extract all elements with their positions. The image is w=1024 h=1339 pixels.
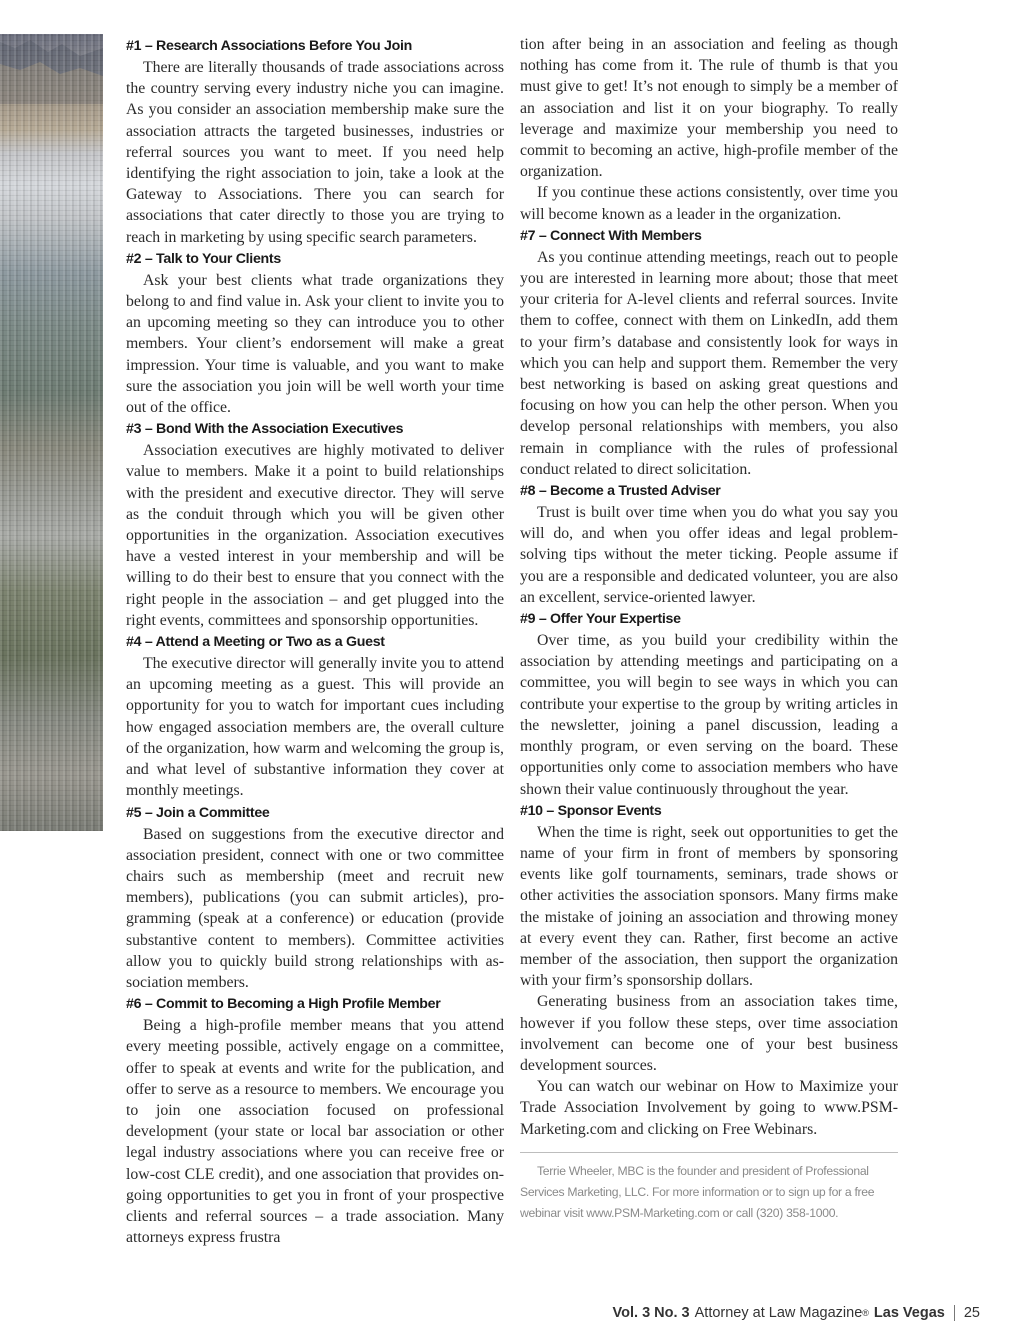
page-footer: [613, 1305, 980, 1321]
section-heading: #5 – Join a Committee: [126, 804, 270, 821]
body-paragraph: Association executives are highly motivated to deliver value to members. Make it a point to build relationships with the president and executive director. They will serve as the conduit through which you will be given other opportunities in the organization. Association executives have a vested interest in your membership and will be willing to do their best to ensure that you connect with the right people in the association – and get plugged into the right events, committees and sponsorship opportunities.: [126, 442, 504, 629]
city-texture: [0, 34, 103, 831]
section-heading: #6 – Commit to Becoming a High Profile Member: [126, 996, 441, 1013]
section-heading: #2 – Talk to Your Clients: [126, 250, 281, 267]
section-heading: #7 – Connect With Members: [520, 227, 702, 244]
body-paragraph: Based on suggestions from the executive director and association president, connect with one or two committee chairs such as membership (meet and recruit new members), publications (you can submit articles), programming (speak at a conference) or education (provide substantive content to members). Committee activities allow you to quickly build strong relationships with association members.: [126, 825, 504, 991]
footer-magazine-name: Attorney at Law Magazine: [694, 1305, 863, 1321]
body-paragraph: The executive director will generally invite you to attend an upcoming meeting as a guest. This will provide an opportunity for you to watch for important cues including how engaged association members are, the overall culture of the organization, how warm and welcoming the group is, and what level of substantive information they cover at monthly meetings.: [126, 655, 504, 800]
body-paragraph: If you continue these actions consistently, over time you will become known as a leader in the organization.: [520, 184, 898, 223]
footer-volume: Vol. 3 No. 3: [612, 1305, 690, 1321]
footer-city: Las Vegas: [873, 1305, 945, 1321]
footer-registered-mark: ®: [862, 1308, 869, 1318]
city-landscape-photo: [0, 34, 103, 831]
author-bio: Terrie Wheeler, MBC is the founder and president of Professional Services Marketing, LLC. For more information or to sign up for a free webinar visit www.PSM-Marketing.com or call (320) 358-1000.: [520, 1163, 875, 1220]
body-paragraph: As you continue attending meetings, reach out to people you are interested in learning more about; those that meet your criteria for A-level clients and referral sources. Invite them to coffee, connect with them on LinkedIn, add them to your firm’s database and consistently look for ways in which you can help and support them. Remember the very best networking is based on asking great questions and focusing on how you can help the other person. When you develop personal relationships with members, you also remain in compliance with the rules of professional conduct related to direct solicitation.: [520, 248, 898, 478]
section-heading: #3 – Bond With the Association Executives: [126, 421, 404, 438]
body-paragraph: Being a high-profile member means that you attend every meeting possible, actively engage on a committee, offer to speak at events and write for the publication, and offer to serve as a resource to members. We encourage you to join one association focused on professional development (your state or local bar association or other legal industry associations where you can receive free or low-cost CLE credit), and one association that provides on-going opportunities to get you in front of your prospective clients and referral sources – a trade association. Many attorneys express frustra: [126, 1017, 504, 1247]
body-paragraph: Over time, as you build your credibility within the association by attending meetings and participating on a committee, you will begin to see ways in which you can contribute your expertise to the group by writing articles in the newsletter, joining a panel discussion, leading a monthly program, or even serving on the board. These opportunities only come to association members who have shown their value continuously throughout the year.: [520, 632, 898, 798]
section-heading: #10 – Sponsor Events: [520, 802, 662, 819]
body-paragraph: tion after being in an association and feeling as though nothing has come from it. The rule of thumb is that you must give to get! It’s not enough to simply be a member of an association and list it on your biography. To really leverage and maximize your membership you need to commit to becoming an active, high-profile member of the organization.: [520, 36, 898, 181]
right-column-body: [520, 34, 898, 1140]
section-heading: #4 – Attend a Meeting or Two as a Guest: [126, 634, 385, 651]
article-column-left: [126, 34, 504, 1248]
body-paragraph: Ask your best clients what trade organizations they belong to and find value in. Ask your client to invite you to an upcoming meeting so they can introduce you to other members. Your client’s endorsement will make a great impression. Your time is valuable, and you want to make sure the association you join will be well worth your time out of the office.: [126, 271, 504, 417]
section-heading: #8 – Become a Trusted Adviser: [520, 483, 721, 500]
footer-separator: [954, 1305, 955, 1321]
bio-divider: [520, 1152, 898, 1153]
body-paragraph: When the time is right, seek out opportunities to get the name of your firm in front of members by sponsoring events like golf tournaments, seminars, trade shows or other activities the association sponsors. Many firms make the mistake of joining an association and throwing money at every event they can. Rather, first become an active member of the association, then support the organization with your firm’s sponsorship dollars.: [520, 823, 898, 990]
body-paragraph: Generating business from an association takes time, however if you follow these steps, over time association involvement can become one of your best business development sources.: [520, 993, 898, 1074]
body-paragraph: Trust is built over time when you do what you say you will do, and when you offer ideas and legal problem-solving tips without the meter ticking. People assume if you are a responsible and dedicated volunteer, you are also an excellent, service-oriented lawyer.: [520, 504, 898, 606]
body-paragraph: There are literally thousands of trade associations across the country serving every industry niche you can imagine. As you consider an association membership make sure the association attracts the targeted businesses, industries or referral sources you want to meet. If you need help identifying the right association to join, take a look at the Gateway to Associations. There you can search for associations that cater directly to those you are trying to reach in marketing by using specific search parameters.: [126, 59, 504, 246]
article-column-right: [520, 34, 898, 1224]
page-number: 25: [963, 1305, 980, 1321]
section-heading: #9 – Offer Your Expertise: [520, 611, 681, 628]
body-paragraph: You can watch our webinar on How to Maximize your Trade Association Involvement by going to www.PSM-Marketing.com and clicking on Free Webinars.: [520, 1078, 898, 1138]
section-heading: #1 – Research Associations Before You Join: [126, 38, 412, 54]
